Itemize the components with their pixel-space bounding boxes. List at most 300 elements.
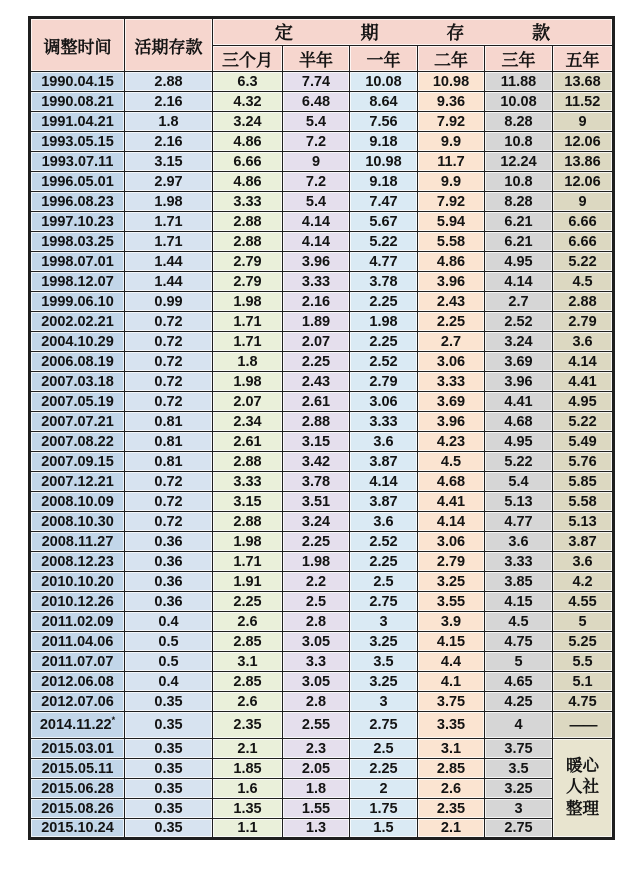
rate-cell: 7.56 (350, 112, 418, 132)
fixed-char: 款 (532, 23, 551, 43)
rate-cell: 10.08 (485, 92, 553, 112)
rate-cell: 3.6 (350, 512, 418, 532)
rate-cell: 0.81 (125, 432, 213, 452)
rate-cell: 2.55 (283, 712, 350, 739)
rate-cell: 1.71 (125, 212, 213, 232)
rate-cell: 5.4 (283, 192, 350, 212)
rate-cell: 2.25 (350, 292, 418, 312)
date-cell: 2007.03.18 (30, 372, 125, 392)
rate-cell: 0.35 (125, 819, 213, 839)
table-row (30, 592, 614, 612)
table-row (30, 72, 614, 92)
rate-cell: 3.35 (418, 712, 485, 739)
rate-cell: 4.5 (485, 612, 553, 632)
rate-cell: 4.14 (485, 272, 553, 292)
rate-cell: 2.05 (283, 759, 350, 779)
date-cell: 2007.12.21 (30, 472, 125, 492)
table-row (30, 512, 614, 532)
rate-cell: 13.86 (553, 152, 614, 172)
rate-cell: 1.55 (283, 799, 350, 819)
date-cell: 1998.07.01 (30, 252, 125, 272)
date-cell: 2008.10.30 (30, 512, 125, 532)
rate-cell: 2.25 (283, 532, 350, 552)
rate-cell: 4.86 (213, 132, 283, 152)
header-term-1y: 一年 (350, 46, 418, 72)
rate-cell: 4.95 (553, 392, 614, 412)
rate-cell: 5.49 (553, 432, 614, 452)
rate-cell: 3.6 (350, 432, 418, 452)
rate-cell: 2.88 (213, 512, 283, 532)
rate-cell: 7.92 (418, 112, 485, 132)
rate-cell: 4.65 (485, 672, 553, 692)
rate-cell: 3.69 (485, 352, 553, 372)
rate-cell: 3.33 (350, 412, 418, 432)
rate-cell: 5.13 (553, 512, 614, 532)
rate-cell: 4.15 (485, 592, 553, 612)
rate-cell: 1.98 (283, 552, 350, 572)
rate-cell: 4.14 (283, 232, 350, 252)
rate-cell: 4.15 (418, 632, 485, 652)
date-cell: 2004.10.29 (30, 332, 125, 352)
rate-cell: 2.7 (418, 332, 485, 352)
rate-cell: 2.75 (485, 819, 553, 839)
rate-cell: 2.5 (283, 592, 350, 612)
rate-cell: 0.81 (125, 412, 213, 432)
fixed-deposit-label (213, 19, 612, 45)
rate-cell: 7.2 (283, 132, 350, 152)
rate-cell: 3.55 (418, 592, 485, 612)
rate-cell: 3.05 (283, 672, 350, 692)
rate-cell: 2.79 (213, 272, 283, 292)
date-cell: 1993.07.11 (30, 152, 125, 172)
rate-cell: 3.6 (553, 332, 614, 352)
rate-cell: 4.14 (553, 352, 614, 372)
table-row (30, 392, 614, 412)
rate-cell: 0.72 (125, 352, 213, 372)
rate-cell: 1.8 (125, 112, 213, 132)
rate-cell: 1.98 (213, 532, 283, 552)
rate-cell: 1.75 (350, 799, 418, 819)
date-asterisk: * (111, 715, 116, 726)
rate-cell: 4.55 (553, 592, 614, 612)
rate-cell: 0.72 (125, 492, 213, 512)
rate-cell: 12.06 (553, 132, 614, 152)
rate-cell: 3.87 (350, 452, 418, 472)
rate-cell: 4.95 (485, 432, 553, 452)
rate-cell: 0.72 (125, 512, 213, 532)
watermark-credit (553, 739, 614, 839)
table-row (30, 352, 614, 372)
rate-cell: 2.1 (213, 739, 283, 759)
table-header (30, 18, 614, 72)
rate-cell: 1.71 (213, 552, 283, 572)
rate-cell: 2.88 (125, 72, 213, 92)
rate-cell: 4.23 (418, 432, 485, 452)
rate-cell: 1.71 (213, 312, 283, 332)
date-cell: 2006.08.19 (30, 352, 125, 372)
rate-cell: 9.9 (418, 172, 485, 192)
table-row (30, 712, 614, 739)
rate-cell: 12.06 (553, 172, 614, 192)
date-cell: 2010.10.20 (30, 572, 125, 592)
rate-cell: 3.05 (283, 632, 350, 652)
rate-cell: 6.66 (213, 152, 283, 172)
rate-cell-dash: —— (553, 712, 614, 739)
rate-cell: 10.98 (350, 152, 418, 172)
rate-cell: 3.3 (283, 652, 350, 672)
rate-cell: 2.52 (350, 532, 418, 552)
watermark-credit-line: 暖心 (566, 757, 600, 776)
rate-cell: 2.85 (213, 672, 283, 692)
date-cell: 2007.05.19 (30, 392, 125, 412)
rate-cell: 0.81 (125, 452, 213, 472)
rate-cell: 5.58 (553, 492, 614, 512)
rate-cell: 0.4 (125, 612, 213, 632)
rates-table-body (30, 72, 614, 839)
rate-cell: 5.85 (553, 472, 614, 492)
rate-cell: 3.24 (213, 112, 283, 132)
rate-cell: 3.24 (485, 332, 553, 352)
rate-cell: 3 (350, 692, 418, 712)
rate-cell: 5.13 (485, 492, 553, 512)
rate-cell: 3.15 (283, 432, 350, 452)
rate-cell: 2.35 (213, 712, 283, 739)
header-fixed-deposit-group (213, 18, 614, 46)
rate-cell: 3.51 (283, 492, 350, 512)
deposit-rates-table (28, 16, 615, 840)
rate-cell: 2.5 (350, 739, 418, 759)
rate-cell: 3.42 (283, 452, 350, 472)
rate-cell: 3.78 (283, 472, 350, 492)
table-row (30, 312, 614, 332)
date-cell: 2008.10.09 (30, 492, 125, 512)
rate-cell: 1.98 (125, 192, 213, 212)
rate-cell: 3.24 (283, 512, 350, 532)
rate-cell: 3.96 (418, 412, 485, 432)
rate-cell: 2.75 (350, 712, 418, 739)
rate-cell: 3.6 (553, 552, 614, 572)
rate-cell: 0.72 (125, 372, 213, 392)
rate-cell: 4.41 (553, 372, 614, 392)
rate-cell: 2.16 (125, 92, 213, 112)
rate-cell: 2.7 (485, 292, 553, 312)
rate-cell: 2.6 (213, 692, 283, 712)
date-cell: 2007.07.21 (30, 412, 125, 432)
date-cell: 2015.06.28 (30, 779, 125, 799)
date-cell: 2007.08.22 (30, 432, 125, 452)
date-cell: 1999.06.10 (30, 292, 125, 312)
rate-cell: 1.71 (213, 332, 283, 352)
fixed-char: 期 (360, 23, 379, 43)
table-row (30, 212, 614, 232)
date-cell: 2002.02.21 (30, 312, 125, 332)
rate-cell: 9.36 (418, 92, 485, 112)
date-cell: 2008.12.23 (30, 552, 125, 572)
rate-cell: 6.48 (283, 92, 350, 112)
rate-cell: 9 (283, 152, 350, 172)
rate-cell: 1.6 (213, 779, 283, 799)
rate-cell: 4.41 (418, 492, 485, 512)
rate-cell: 5.1 (553, 672, 614, 692)
rate-cell: 1.98 (213, 292, 283, 312)
rate-cell: 12.24 (485, 152, 553, 172)
table-row (30, 612, 614, 632)
rate-cell: 0.72 (125, 392, 213, 412)
rate-cell: 0.72 (125, 472, 213, 492)
rate-cell: 2.88 (283, 412, 350, 432)
date-cell: 1990.08.21 (30, 92, 125, 112)
rate-cell: 3.06 (350, 392, 418, 412)
rate-cell: 2.25 (350, 759, 418, 779)
rate-cell: 5.58 (418, 232, 485, 252)
rate-cell: 2 (350, 779, 418, 799)
rate-cell: 4.75 (553, 692, 614, 712)
rate-cell: 1.3 (283, 819, 350, 839)
date-cell: 2012.06.08 (30, 672, 125, 692)
rate-cell: 2.52 (485, 312, 553, 332)
rate-cell: 6.66 (553, 212, 614, 232)
rate-cell: 2.25 (418, 312, 485, 332)
rate-cell: 0.35 (125, 739, 213, 759)
rate-cell: 4.14 (418, 512, 485, 532)
rate-cell: 13.68 (553, 72, 614, 92)
rate-cell: 4.5 (553, 272, 614, 292)
rate-cell: 9 (553, 112, 614, 132)
table-row (30, 452, 614, 472)
rate-cell: 0.35 (125, 759, 213, 779)
rate-cell: 3.33 (485, 552, 553, 572)
rate-cell: 2.88 (213, 212, 283, 232)
rate-cell: 4.2 (553, 572, 614, 592)
rate-cell: 6.3 (213, 72, 283, 92)
rate-cell: 11.88 (485, 72, 553, 92)
header-term-3m: 三个月 (213, 46, 283, 72)
rate-cell: 1.85 (213, 759, 283, 779)
rate-cell: 4.32 (213, 92, 283, 112)
rate-cell: 7.47 (350, 192, 418, 212)
rate-cell: 2.79 (350, 372, 418, 392)
rate-cell: 10.8 (485, 132, 553, 152)
rate-cell: 1.91 (213, 572, 283, 592)
rate-cell: 2.5 (350, 572, 418, 592)
table-row (30, 532, 614, 552)
rate-cell: 2.79 (213, 252, 283, 272)
date-cell: 2007.09.15 (30, 452, 125, 472)
rate-cell: 2.6 (418, 779, 485, 799)
rate-cell: 2.88 (553, 292, 614, 312)
rate-cell: 1.1 (213, 819, 283, 839)
date-cell: 1997.10.23 (30, 212, 125, 232)
rate-cell: 0.36 (125, 532, 213, 552)
rate-cell: 5.4 (283, 112, 350, 132)
rate-cell: 4.14 (350, 472, 418, 492)
rate-cell: 1.89 (283, 312, 350, 332)
table-row (30, 739, 614, 759)
table-row (30, 692, 614, 712)
table-row (30, 552, 614, 572)
table-row (30, 232, 614, 252)
rate-cell: 0.36 (125, 592, 213, 612)
rate-cell: 0.5 (125, 652, 213, 672)
rate-cell: 3.25 (418, 572, 485, 592)
rate-cell: 1.35 (213, 799, 283, 819)
rate-cell: 4.77 (350, 252, 418, 272)
rate-cell: 0.35 (125, 692, 213, 712)
table-row (30, 759, 614, 779)
table-row (30, 112, 614, 132)
date-cell: 1998.03.25 (30, 232, 125, 252)
fixed-char: 存 (446, 23, 465, 43)
rate-cell: 7.92 (418, 192, 485, 212)
rate-cell: 3.5 (350, 652, 418, 672)
rate-cell: 9.18 (350, 172, 418, 192)
rate-cell: 2.1 (418, 819, 485, 839)
rate-cell: 2.07 (213, 392, 283, 412)
date-cell: 2015.05.11 (30, 759, 125, 779)
rate-cell: 5 (485, 652, 553, 672)
rate-cell: 4.4 (418, 652, 485, 672)
rate-cell: 7.74 (283, 72, 350, 92)
rate-cell: 1.71 (125, 232, 213, 252)
rate-cell: 2.43 (283, 372, 350, 392)
watermark-credit-line: 人社 (566, 778, 600, 797)
table-row (30, 632, 614, 652)
rate-cell: 3.15 (213, 492, 283, 512)
rate-cell: 2.25 (350, 552, 418, 572)
rate-cell: 4.1 (418, 672, 485, 692)
date-cell: 2015.08.26 (30, 799, 125, 819)
rate-cell: 2.8 (283, 612, 350, 632)
rate-cell: 2.88 (213, 452, 283, 472)
rate-cell: 7.2 (283, 172, 350, 192)
rate-cell: 4.75 (485, 632, 553, 652)
rate-cell: 1.44 (125, 272, 213, 292)
rate-cell: 4 (485, 712, 553, 739)
rate-cell: 2.3 (283, 739, 350, 759)
rate-cell: 1.8 (283, 779, 350, 799)
header-term-2y: 二年 (418, 46, 485, 72)
rate-cell: 3.75 (485, 739, 553, 759)
rate-cell: 5.76 (553, 452, 614, 472)
table-row (30, 492, 614, 512)
rate-cell: 3.25 (485, 779, 553, 799)
rate-cell: 4.68 (485, 412, 553, 432)
rate-cell: 6.21 (485, 232, 553, 252)
rate-cell: 5.22 (350, 232, 418, 252)
rate-cell: 3.87 (350, 492, 418, 512)
date-cell: 1991.04.21 (30, 112, 125, 132)
table-row (30, 152, 614, 172)
rate-cell: 3.1 (418, 739, 485, 759)
rate-cell: 4.5 (418, 452, 485, 472)
rate-cell: 0.4 (125, 672, 213, 692)
rate-cell: 9.9 (418, 132, 485, 152)
rate-cell: 0.35 (125, 712, 213, 739)
rate-cell: 9.18 (350, 132, 418, 152)
table-row (30, 779, 614, 799)
date-cell: 2012.07.06 (30, 692, 125, 712)
rate-cell: 2.85 (418, 759, 485, 779)
rate-cell: 2.79 (418, 552, 485, 572)
rate-cell: 2.07 (283, 332, 350, 352)
date-cell: 1993.05.15 (30, 132, 125, 152)
table-row (30, 572, 614, 592)
date-cell: 2010.12.26 (30, 592, 125, 612)
table-row (30, 272, 614, 292)
rate-cell: 2.34 (213, 412, 283, 432)
rate-cell: 3.85 (485, 572, 553, 592)
header-row-1 (30, 18, 614, 46)
date-cell: 2014.11.22* (30, 712, 125, 739)
table-row (30, 799, 614, 819)
rate-cell: 5.94 (418, 212, 485, 232)
rate-cell: 1.98 (350, 312, 418, 332)
rate-cell: 2.25 (283, 352, 350, 372)
rate-cell: 3.6 (485, 532, 553, 552)
rate-cell: 2.16 (283, 292, 350, 312)
rate-cell: 10.8 (485, 172, 553, 192)
date-cell: 1990.04.15 (30, 72, 125, 92)
rate-cell: 3.33 (213, 472, 283, 492)
table-row (30, 432, 614, 452)
rate-cell: 2.25 (350, 332, 418, 352)
rate-cell: 2.97 (125, 172, 213, 192)
rate-cell: 4.14 (283, 212, 350, 232)
rate-cell: 3 (350, 612, 418, 632)
rate-cell: 2.85 (213, 632, 283, 652)
rate-cell: 10.08 (350, 72, 418, 92)
rate-cell: 0.35 (125, 799, 213, 819)
rate-cell: 3.75 (418, 692, 485, 712)
rate-cell: 5.22 (553, 412, 614, 432)
rate-cell: 4.25 (485, 692, 553, 712)
date-cell: 1998.12.07 (30, 272, 125, 292)
header-demand-deposit: 活期存款 (125, 18, 213, 72)
rate-cell: 0.72 (125, 332, 213, 352)
rate-cell: 3.06 (418, 352, 485, 372)
table-row (30, 819, 614, 839)
table-row (30, 412, 614, 432)
rate-cell: 4.95 (485, 252, 553, 272)
rate-cell: 3.25 (350, 632, 418, 652)
header-term-3y: 三年 (485, 46, 553, 72)
table-row (30, 252, 614, 272)
rate-cell: 5.25 (553, 632, 614, 652)
date-cell: 2011.02.09 (30, 612, 125, 632)
rate-cell: 1.5 (350, 819, 418, 839)
table-row (30, 132, 614, 152)
rate-cell: 3.06 (418, 532, 485, 552)
rate-cell: 8.28 (485, 192, 553, 212)
rate-cell: 2.88 (213, 232, 283, 252)
rate-cell: 4.41 (485, 392, 553, 412)
rate-cell: 2.61 (213, 432, 283, 452)
rate-cell: 3.1 (213, 652, 283, 672)
rate-cell: 3.96 (283, 252, 350, 272)
rate-cell: 8.64 (350, 92, 418, 112)
rate-cell: 1.98 (213, 372, 283, 392)
table-row (30, 652, 614, 672)
rate-cell: 0.5 (125, 632, 213, 652)
table-row (30, 172, 614, 192)
rate-cell: 3 (485, 799, 553, 819)
rate-cell: 2.2 (283, 572, 350, 592)
date-cell: 2015.10.24 (30, 819, 125, 839)
rate-cell: 2.25 (213, 592, 283, 612)
date-cell: 2015.03.01 (30, 739, 125, 759)
rate-cell: 3.25 (350, 672, 418, 692)
rate-cell: 2.43 (418, 292, 485, 312)
